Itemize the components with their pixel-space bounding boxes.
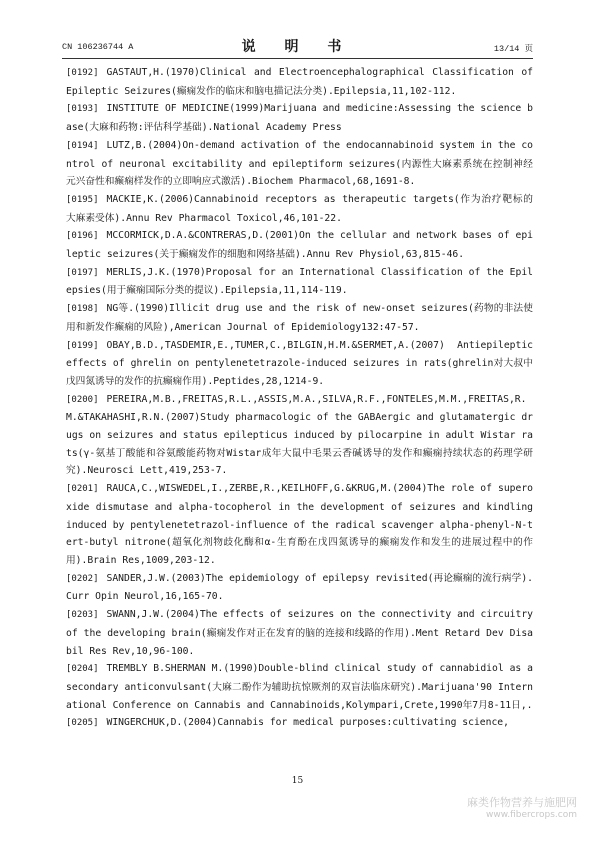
reference-text: GASTAUT,H.(1970)Clinical and Electroencephalographical Classification of Epileptic Seizures(癫痫发作的临床和脑电描记法分类).Epilepsia,11,102-112. (66, 67, 533, 97)
reference-item (66, 570, 533, 606)
reference-text: SANDER,J.W.(2003)The epidemiology of epilepsy revisited(再论癫痫的流行病学).Curr Opin Neurol,16,165-70. (66, 572, 533, 603)
reference-item (66, 100, 533, 136)
watermark (467, 794, 577, 820)
reference-number: [0192] (66, 68, 99, 78)
reference-number: [0195] (66, 194, 99, 205)
reference-item (66, 264, 533, 300)
reference-number: [0204] (66, 664, 99, 675)
reference-item (66, 337, 533, 391)
reference-number: [0202] (66, 573, 99, 584)
reference-item (66, 391, 533, 481)
document-title: 说 明 书 (241, 39, 354, 55)
watermark-url: www.fibercrops.com (486, 810, 577, 820)
reference-item (66, 300, 533, 336)
reference-text: SWANN,J.W.(2004)The effects of seizures on the connectivity and circuitry of the developing brain(癫痫发作对正在发育的脑的连接和线路的作用).Ment Retard Dev Disabil Res Rev,10,96-100. (66, 609, 533, 657)
page-number: 15 (291, 776, 304, 786)
reference-text: INSTITUTE OF MEDICINE(1999)Marijuana and medicine:Assessing the science base(大麻和药物:评估科学基础).National Academy Press (66, 103, 533, 134)
reference-number: [0201] (66, 484, 99, 495)
reference-text: MERLIS,J.K.(1970)Proposal for an International Classification of the Epilepsies(用于癫痫国际分类的提议).Epilepsia,11,114-119. (66, 266, 533, 297)
reference-number: [0198] (66, 304, 99, 315)
reference-item (66, 606, 533, 660)
page-header (62, 36, 533, 58)
reference-text: MCCORMICK,D.A.&CONTRERAS,D.(2001)On the cellular and network bases of epileptic seizures(关于癫痫发作的细胞和网络基础).Annu Rev Physiol,63,815-46. (66, 230, 533, 261)
reference-text: NG等.(1990)Illicit drug use and the risk of new-onset seizures(药物的非法使用和新发作癫痫的风险),American Journal of Epidemiology132:47-57. (66, 303, 533, 333)
reference-text: TREMBLY B.SHERMAN M.(1990)Double-blind clinical study of cannabidiol as a secondary anticonvulsant(大麻二酚作为辅助抗惊厥剂的双盲法临床研究).Marijuana'90 International Conference on Cannabis and Cannabinoids,Kolympari,Crete,1990年7月8-11日,. (66, 663, 533, 711)
reference-item (66, 714, 533, 733)
watermark-site-name: 麻类作物营养与施肥网 (467, 796, 577, 809)
reference-text: RAUCA,C.,WISWEDEL,I.,ZERBE,R.,KEILHOFF,G.&KRUG,M.(2004)The role of superoxide dismutase and alpha-tocopherol in the development of seizures and kindling induced by pentylenetetrazol-influence of the radical scavenger alpha-phenyl-N-tert-butyl nitrone(超氧化剂物歧化酶和α-生育酚在戊四氮诱导的癫痫发作和发生的进展过程中的作用).Brain Res,1009,203-12. (66, 483, 533, 566)
reference-list (66, 64, 533, 733)
reference-number: [0199] (66, 340, 99, 351)
reference-item (66, 191, 533, 227)
reference-text: MACKIE,K.(2006)Cannabinoid receptors as therapeutic targets(作为治疗靶标的大麻素受体).Annu Rev Pharmacol Toxicol,46,101-22. (66, 193, 533, 224)
publication-number: CN 106236744 A (62, 42, 134, 52)
reference-number: [0193] (66, 104, 99, 115)
reference-item (66, 64, 533, 100)
reference-number: [0203] (66, 610, 99, 621)
reference-number: [0194] (66, 140, 99, 151)
reference-item (66, 227, 533, 263)
reference-text: WINGERCHUK,D.(2004)Cannabis for medical purposes:cultivating science, (106, 717, 509, 729)
reference-number: [0205] (66, 718, 99, 729)
header-rule (62, 58, 533, 59)
page-info: 13/14 页 (493, 44, 533, 54)
reference-number: [0200] (66, 394, 99, 405)
reference-text: PEREIRA,M.B.,FREITAS,R.L.,ASSIS,M.A.,SILVA,R.F.,FONTELES,M.M.,FREITAS,R.M.&TAKAHASHI,R.N.(2007)Study pharmacologic of the GABAergic and glutamatergic drugs on seizures and status epilepticus induced by pilocarpine in adult Wistar rats(γ-氨基丁酸能和谷氨酸能药物对Wistar成年大鼠中毛果云香碱诱导的发作和癫痫持续状态的药理学研究).Neurosci Lett,419,253-7. (66, 393, 533, 477)
reference-number: [0196] (66, 231, 99, 242)
reference-item (66, 137, 533, 191)
reference-item (66, 480, 533, 570)
reference-number: [0197] (66, 267, 99, 278)
reference-text: LUTZ,B.(2004)On-demand activation of the endocannabinoid system in the control of neuronal excitability and epileptiform seizures(内源性大麻素系统在控制神经元兴奋性和癫痫样发作的立即响应式激活).Biochem Pharmacol,68,1691-8. (66, 139, 533, 188)
reference-text: OBAY,B.D.,TASDEMIR,E.,TUMER,C.,BILGIN,H.M.&SERMET,A.(2007) Antiepileptic effects of ghrelin on pentylenetetrazole-induced seizures in rats(ghrelin对大叔中戊四氮诱导的发作的抗癫痫作用).Peptides,28,1214-9. (66, 339, 533, 387)
reference-item (66, 660, 533, 714)
